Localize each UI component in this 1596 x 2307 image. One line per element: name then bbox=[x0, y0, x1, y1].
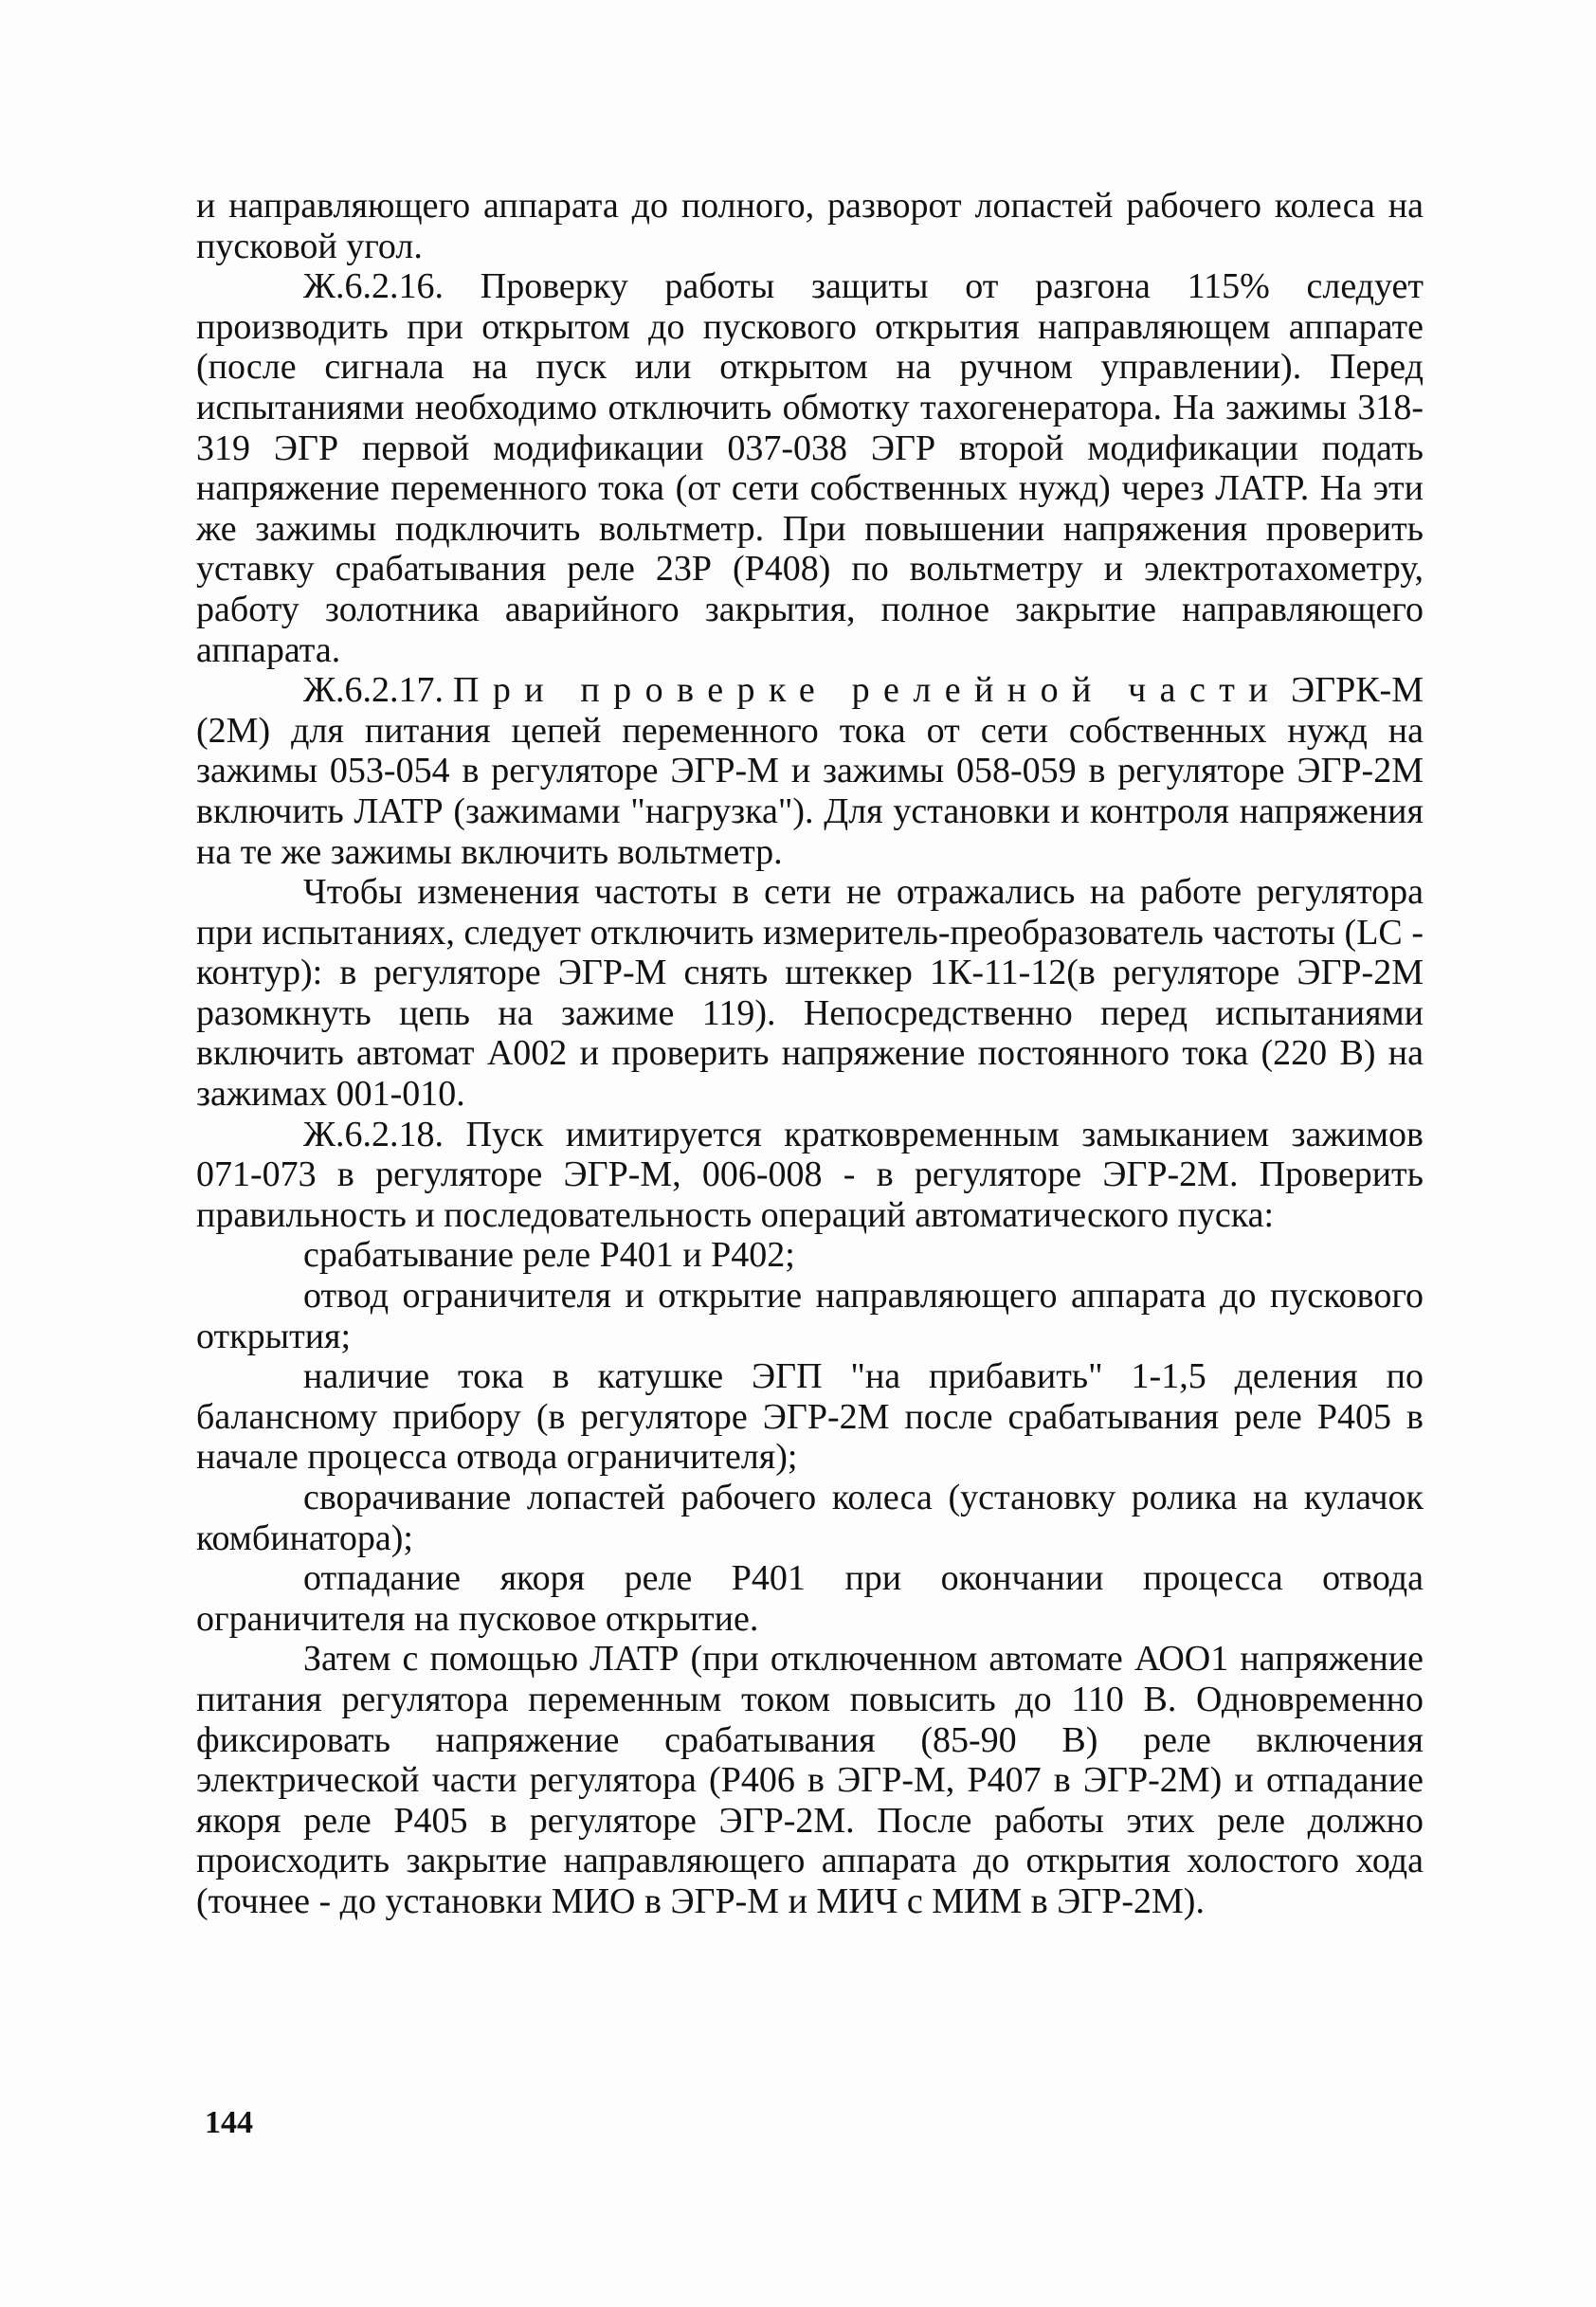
paragraph-continuation: и направляющего аппарата до полного, разворот лопастей рабочего колеса на пусковой угол. bbox=[196, 186, 1424, 266]
body-text bbox=[196, 186, 1424, 1922]
list-item-armature: отпадание якоря реле Р401 при окончании процесса отвода ограничителя на пусковое открытие. bbox=[196, 1558, 1424, 1639]
paragraph-6-2-18: Ж.6.2.18. Пуск имитируется кратковременным замыканием зажимов 071-073 в регуляторе ЭГР-М, 006-008 - в регуляторе ЭГР-2М. Проверить правильность и последовательность операций автоматического пуска: bbox=[196, 1114, 1424, 1235]
page-number: 144 bbox=[205, 2105, 253, 2140]
clause-rest: ЭГРК-М (2М) для питания цепей переменного тока от сети собственных нужд на зажимы 053-054 в регуляторе ЭГР-М и зажимы 058-059 в регуляторе ЭГР-2М включить ЛАТР (зажимами "нагрузка"). Для установки и контроля напряжения на те же зажимы включить вольтметр. bbox=[196, 670, 1424, 872]
list-item-relay-trip: срабатывание реле Р401 и Р402; bbox=[303, 1235, 795, 1276]
list-item-limiter: отвод ограничителя и открытие направляющего аппарата до пускового открытия; bbox=[196, 1276, 1424, 1356]
list-item-current: наличие тока в катушке ЭГП "на прибавить" 1-1,5 деления по балансному прибору (в регуляторе ЭГР-2М после срабатывания реле Р405 в начале процесса отвода ограничителя); bbox=[196, 1356, 1424, 1478]
paragraph-6-2-17 bbox=[196, 670, 1424, 872]
clause-number: Ж.6.2.17. bbox=[303, 670, 444, 711]
paragraph-6-2-16: Ж.6.2.16. Проверку работы защиты от разгона 115% следует производить при открытом до пускового открытия направляющем аппарате (после сигнала на пуск или открытом на ручном управлении). Перед испытаниями необходимо отключить обмотку тахогенератора. На зажимы 318-319 ЭГР первой модификации 037-038 ЭГР второй модификации подать напряжение переменного тока (от сети собственных нужд) через ЛАТР. На эти же зажимы подключить вольтметр. При повышении напряжения проверить уставку срабатывания реле 23Р (Р408) по вольтметру и электротахометру, работу золотника аварийного закрытия, полное закрытие направляющего аппарата. bbox=[196, 266, 1424, 670]
paragraph-latr: Затем с помощью ЛАТР (при отключенном автомате АОО1 напряжение питания регулятора переменным током повысить до 110 В. Одновременно фиксировать напряжение срабатывания (85-90 В) реле включения электрической части регулятора (Р406 в ЭГР-М, Р407 в ЭГР-2М) и отпадание якоря реле Р405 в регуляторе ЭГР-2М. После работы этих реле должно происходить закрытие направляющего аппарата до открытия холостого хода (точнее - до установки МИО в ЭГР-М и МИЧ с МИМ в ЭГР-2М). bbox=[196, 1639, 1424, 1921]
paragraph-frequency: Чтобы изменения частоты в сети не отражались на работе регулятора при испытаниях, следует отключить измеритель-преобразователь частоты (LC - контур): в регуляторе ЭГР-М снять штеккер 1К-11-12(в регуляторе ЭГР-2М разомкнуть цепь на зажиме 119). Непосредственно перед испытаниями включить автомат А002 и проверить напряжение постоянного тока (220 В) на зажимах 001-010. bbox=[196, 872, 1424, 1115]
spaced-emphasis: При проверке релейной части bbox=[452, 670, 1282, 711]
list-item-blades: сворачивание лопастей рабочего колеса (установку ролика на кулачок комбинатора); bbox=[196, 1478, 1424, 1558]
